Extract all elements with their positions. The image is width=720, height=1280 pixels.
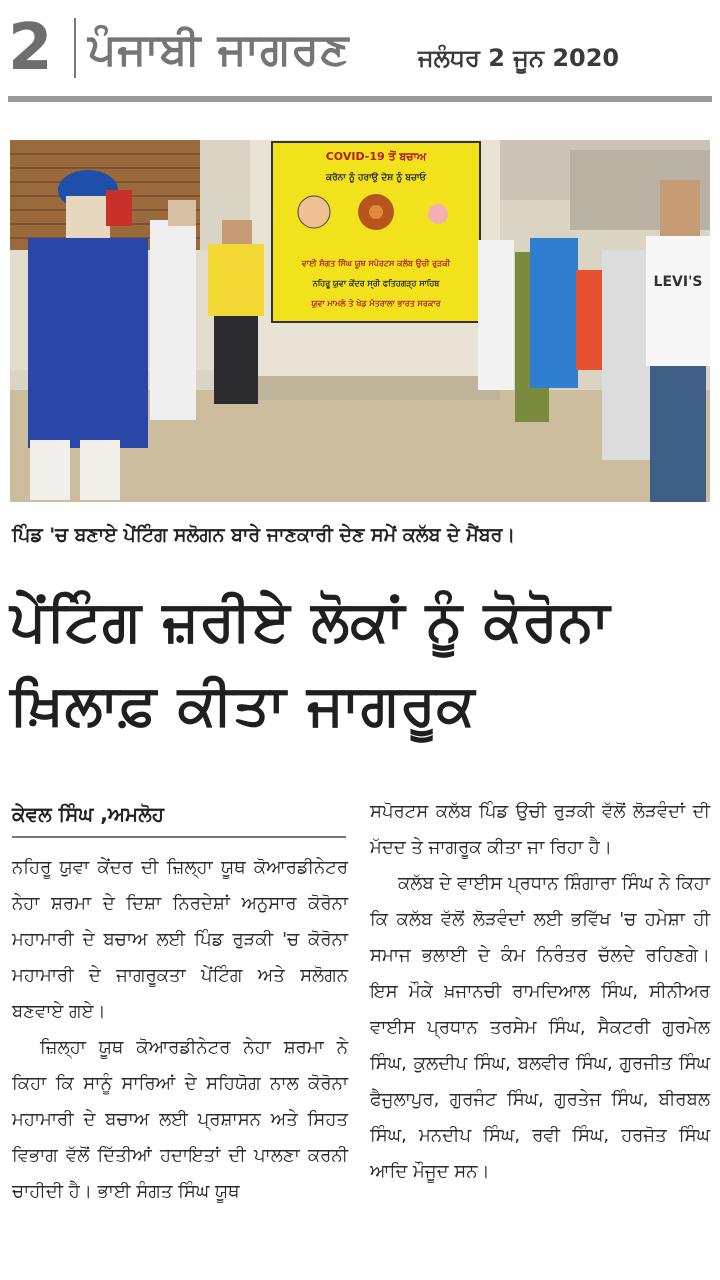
masthead-rule — [8, 96, 712, 102]
banner-line4: ਯੁਵਾ ਮਾਮਲੇ ਤੇ ਖੇਡ ਮੰਤਰਾਲਾ ਭਾਰਤ ਸਰਕਾਰ — [311, 299, 441, 308]
paragraph: ਨਹਿਰੂ ਯੁਵਾ ਕੇਂਦਰ ਦੀ ਜ਼ਿਲ੍ਹਾ ਯੂਥ ਕੋਆਰਡੀਨੇਟਰ ਨੇਹਾ ਸ਼ਰਮਾ ਦੇ ਦਿਸ਼ਾ ਨਿਰਦੇਸ਼ਾਂ ਅਨੁਸਾਰ ਕੋਰੋਨਾ ਮਹਾਮਾਰੀ ਦੇ ਬਚਾਅ ਲਈ ਪਿੰਡ ਰੁੜਕੀ 'ਚ ਕੋਰੋਨਾ ਮਹਾਮਾਰੀ ਦੇ ਜਾਗਰੂਕਤਾ ਪੇਂਟਿੰਗ ਅਤੇ ਸਲੋਗਨ ਬਣਵਾਏ ਗਏ। — [12, 857, 348, 1022]
page-number: 2 — [8, 11, 53, 85]
masthead — [0, 0, 720, 108]
paragraph: ਸਪੋਰਟਸ ਕਲੱਬ ਪਿੰਡ ਉਚੀ ਰੁੜਕੀ ਵੱਲੋਂ ਲੋੜਵੰਦਾਂ ਦੀ ਮੱਦਦ ਤੇ ਜਾਗਰੂਕ ਕੀਤਾ ਜਾ ਰਿਹਾ ਹੈ। — [370, 801, 710, 858]
newspaper-name: ਪੰਜਾਬੀ ਜਾਗਰਣ — [88, 24, 350, 75]
news-photo — [10, 140, 710, 502]
photo-caption: ਪਿੰਡ 'ਚ ਬਣਾਏ ਪੇਂਟਿੰਗ ਸਲੋਗਨ ਬਾਰੇ ਜਾਣਕਾਰੀ ਦੇਣ ਸਮੇਂ ਕਲੱਬ ਦੇ ਮੈਂਬਰ। — [12, 524, 516, 546]
edition-date: ਜਲੰਧਰ 2 ਜੂਨ 2020 — [418, 44, 620, 72]
article-column-right — [370, 794, 710, 1190]
person-in-yellow-shirt — [208, 220, 264, 404]
paragraph: ਕਲੱਬ ਦੇ ਵਾਈਸ ਪ੍ਰਧਾਨ ਸ਼ਿੰਗਾਰਾ ਸਿੰਘ ਨੇ ਕਿਹਾ ਕਿ ਕਲੱਬ ਵੱਲੋਂ ਲੋੜਵੰਦਾਂ ਲਈ ਭਵਿੱਖ 'ਚ ਹਮੇਸ਼ਾ ਹੀ ਸਮਾਜ ਭਲਾਈ ਦੇ ਕੰਮ ਨਿਰੰਤਰ ਚੱਲਦੇ ਰਹਿਣਗੇ। ਇਸ ਮੌਕੇ ਖ਼ਜਾਨਚੀ ਰਾਮਦਿਆਲ ਸਿੰਘ, ਸੀਨੀਅਰ ਵਾਈਸ ਪ੍ਰਧਾਨ ਤਰਸੇਮ ਸਿੰਘ, ਸੈਕਟਰੀ ਗੁਰਮੇਲ ਸਿੰਘ, ਕੁਲਦੀਪ ਸਿੰਘ, ਬਲਵੀਰ ਸਿੰਘ, ਗੁਰਜੀਤ ਸਿੰਘ ਫੈਜੁਲਾਪੁਰ, ਗੁਰਜੰਟ ਸਿੰਘ, ਗੁਰਤੇਜ ਸਿੰਘ, ਬੀਰਬਲ ਸਿੰਘ, ਮਨਦੀਪ ਸਿੰਘ, ਰਵੀ ਸਿੰਘ, ਹਰਜੋਤ ਸਿੰਘ ਆਦਿ ਮੌਜੂਦ ਸਨ। — [370, 873, 710, 1182]
shirt-print: LEVI'S — [653, 274, 703, 290]
headline — [10, 580, 714, 748]
banner-line1: ਕਰੋਨਾ ਨੂੰ ਹਰਾਉ ਦੇਸ਼ ਨੂੰ ਬਚਾਓ — [325, 173, 427, 183]
paragraph: ਜ਼ਿਲ੍ਹਾ ਯੂਥ ਕੋਆਰਡੀਨੇਟਰ ਨੇਹਾ ਸ਼ਰਮਾ ਨੇ ਕਿਹਾ ਕਿ ਸਾਨੂੰ ਸਾਰਿਆਂ ਦੇ ਸਹਿਯੋਗ ਨਾਲ ਕੋਰੋਨਾ ਮਹਾਮਾਰੀ ਦੇ ਬਚਾਅ ਲਈ ਪ੍ਰਸ਼ਾਸਨ ਅਤੇ ਸਿਹਤ ਵਿਭਾਗ ਵੱਲੋਂ ਦਿੱਤੀਆਂ ਹਦਾਇਤਾਂ ਦੀ ਪਾਲਣਾ ਕਰਨੀ ਚਾਹੀਦੀ ਹੈ। ਭਾਈ ਸੰਗਤ ਸਿੰਘ ਯੂਥ — [12, 1037, 348, 1202]
banner-line2: ਵਾਈ ਸੰਗਤ ਸਿੰਘ ਯੂਥ ਸਪੋਰਟਸ ਕਲੱਬ ਉਚੀ ਰੁੜਕੀ — [301, 259, 451, 268]
article-column-left — [12, 850, 348, 1210]
masthead-separator — [74, 18, 76, 78]
banner-line3: ਨਹਿਰੂ ਯੁਵਾ ਕੇਂਦਰ ਸ੍ਰੀ ਫਤਿਹਗੜ੍ਹ ਸਾਹਿਬ — [312, 279, 440, 288]
byline: ਕੇਵਲ ਸਿੰਘ ,ਅਮਲੋਹ — [12, 802, 165, 826]
byline-rule — [12, 836, 346, 838]
banner-title: COVID-19 ਤੋਂ ਬਚਾਅ — [325, 150, 427, 163]
headline-line-2: ਖ਼ਿਲਾਫ਼ ਕੀਤਾ ਜਾਗਰੂਕ — [10, 673, 476, 738]
headline-line-1: ਪੇਂਟਿੰਗ ਜ਼ਰੀਏ ਲੋਕਾਂ ਨੂੰ ਕੋਰੋਨਾ — [10, 589, 611, 654]
